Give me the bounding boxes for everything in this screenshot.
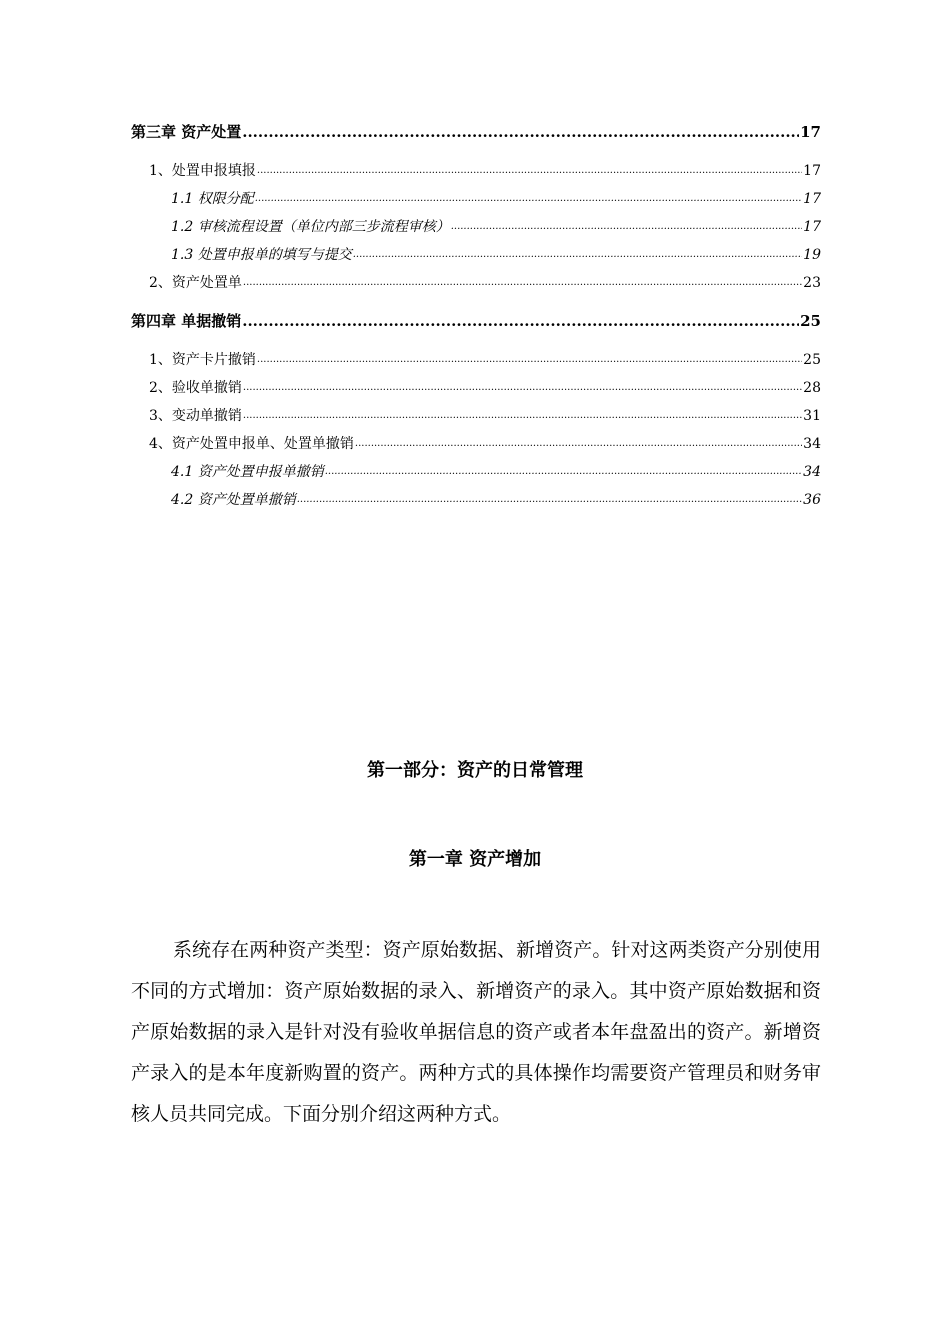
- toc-page-number: 36: [803, 492, 821, 508]
- toc-leader-dots: [297, 486, 802, 514]
- toc-page-number: 17: [803, 163, 821, 179]
- toc-entry-label: 第三章 资产处置: [131, 123, 242, 141]
- toc-leader-dots: [257, 157, 802, 185]
- toc-item-review-workflow[interactable]: [131, 213, 821, 241]
- toc-page-number: 17: [803, 219, 821, 235]
- toc-page-number: 23: [803, 275, 821, 291]
- table-of-contents: [131, 118, 821, 514]
- toc-leader-dots: [243, 269, 802, 297]
- toc-entry-label: 2、资产处置单: [149, 275, 242, 291]
- toc-entry-label: 第四章 单据撤销: [131, 312, 242, 330]
- toc-entry-label: 1、资产卡片撤销: [149, 352, 256, 368]
- toc-entry-label: 1.3 处置申报单的填写与提交: [171, 247, 352, 263]
- toc-item-disposal-form[interactable]: [131, 269, 821, 297]
- toc-leader-dots: [243, 374, 802, 402]
- toc-page-number: 25: [800, 312, 821, 330]
- part-title: 第一部分：资产的日常管理: [367, 760, 583, 781]
- toc-item-disposal-form-revoke[interactable]: [131, 486, 821, 514]
- toc-item-disposal-application-revoke[interactable]: [131, 458, 821, 486]
- toc-item-permission-assignment[interactable]: [131, 185, 821, 213]
- toc-leader-dots: [242, 118, 799, 146]
- toc-entry-label: 2、验收单撤销: [149, 380, 242, 396]
- toc-item-acceptance-revoke[interactable]: [131, 374, 821, 402]
- toc-leader-dots: [325, 458, 802, 486]
- toc-chapter-4[interactable]: [131, 307, 821, 335]
- toc-leader-dots: [243, 402, 802, 430]
- toc-leader-dots: [257, 346, 802, 374]
- toc-page-number: 17: [800, 123, 821, 141]
- toc-page-number: 28: [803, 380, 821, 396]
- toc-page-number: 25: [803, 352, 821, 368]
- toc-leader-dots: [355, 430, 802, 458]
- toc-item-disposal-application[interactable]: [131, 157, 821, 185]
- toc-page-number: 31: [803, 408, 821, 424]
- toc-page-number: 17: [803, 191, 821, 207]
- toc-leader-dots: [451, 213, 802, 241]
- toc-entry-label: 1、处置申报填报: [149, 163, 256, 179]
- toc-item-card-revoke[interactable]: [131, 346, 821, 374]
- body-paragraph: 系统存在两种资产类型：资产原始数据、新增资产。针对这两类资产分别使用不同的方式增加：资产原始数据的录入、新增资产的录入。其中资产原始数据和资产原始数据的录入是针对没有验收单据信息的资产或者本年盘盈出的资产。新增资产录入的是本年度新购置的资产。两种方式的具体操作均需要资产管理员和财务审核人员共同完成。下面分别介绍这两种方式。: [131, 939, 821, 1125]
- toc-page-number: 34: [803, 436, 821, 452]
- toc-leader-dots: [242, 307, 799, 335]
- toc-entry-label: 4.1 资产处置申报单撤销: [171, 464, 324, 480]
- toc-entry-label: 4、资产处置申报单、处置单撤销: [149, 436, 354, 452]
- toc-chapter-3[interactable]: [131, 118, 821, 146]
- toc-leader-dots: [255, 185, 802, 213]
- toc-entry-label: 4.2 资产处置单撤销: [171, 492, 296, 508]
- toc-item-disposal-revoke[interactable]: [131, 430, 821, 458]
- toc-page-number: 19: [803, 247, 821, 263]
- toc-entry-label: 1.1 权限分配: [171, 191, 254, 207]
- toc-entry-label: 3、变动单撤销: [149, 408, 242, 424]
- toc-page-number: 34: [803, 464, 821, 480]
- chapter-title: 第一章 资产增加: [408, 849, 542, 870]
- toc-entry-label: 1.2 审核流程设置（单位内部三步流程审核）: [171, 219, 450, 235]
- toc-leader-dots: [353, 241, 802, 269]
- toc-item-change-revoke[interactable]: [131, 402, 821, 430]
- toc-item-fill-submit[interactable]: [131, 241, 821, 269]
